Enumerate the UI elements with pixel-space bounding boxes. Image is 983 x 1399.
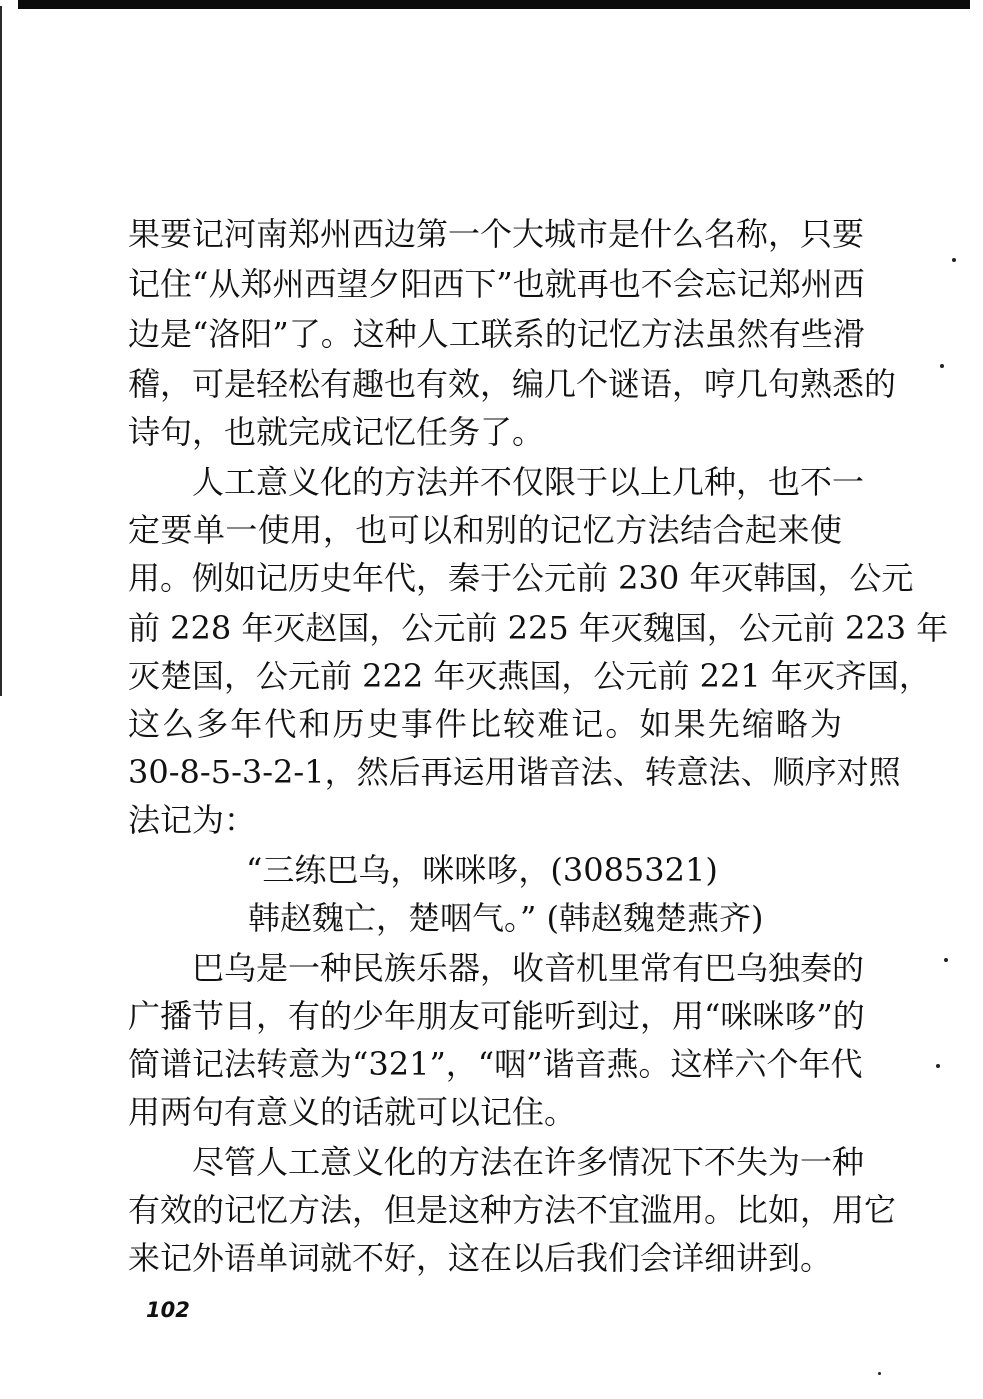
text-line: 用。例如记历史年代，秦于公元前 230 年灭韩国，公元: [128, 559, 914, 597]
text-line: 尽管人工意义化的方法在许多情况下不失为一种: [192, 1143, 865, 1181]
text-line: 用两句有意义的话就可以记住。: [128, 1093, 577, 1131]
text-line: 前 228 年灭赵国，公元前 225 年灭魏国，公元前 223 年: [128, 609, 949, 647]
scan-speck: [940, 364, 944, 368]
scan-speck: [952, 258, 956, 262]
text-line: 边是“洛阳”了。这种人工联系的记忆方法虽然有些滑: [128, 315, 865, 353]
text-line: 诗句，也就完成记忆任务了。: [128, 413, 545, 451]
text-line: 稽，可是轻松有趣也有效，编几个谜语，哼几句熟悉的: [128, 365, 897, 403]
left-page-edge: [0, 6, 2, 696]
top-border-rule: [18, 0, 970, 9]
quoted-mnemonic-line: “三练巴乌，咪咪哆，(3085321): [246, 851, 718, 889]
text-line: 人工意义化的方法并不仅限于以上几种，也不一: [192, 463, 865, 501]
scan-speck: [944, 958, 948, 962]
text-line: 30-8-5-3-2-1，然后再运用谐音法、转意法、顺序对照: [128, 753, 901, 791]
page-number: 102: [146, 1298, 190, 1322]
scan-speck: [878, 1372, 881, 1375]
text-line: 广播节目，有的少年朋友可能听到过，用“咪咪哆”的: [128, 997, 865, 1035]
quoted-mnemonic-line: 韩赵魏亡，楚咽气。” (韩赵魏楚燕齐): [248, 899, 764, 937]
text-line: 有效的记忆方法，但是这种方法不宜滥用。比如，用它: [128, 1191, 897, 1229]
text-line: 定要单一使用，也可以和别的记忆方法结合起来使: [128, 511, 842, 549]
text-line: 巴乌是一种民族乐器，收音机里常有巴乌独奏的: [192, 949, 865, 987]
text-line: 简谱记法转意为“321”，“咽”谐音燕。这样六个年代: [128, 1045, 863, 1083]
scan-speck: [936, 1064, 940, 1068]
text-line: 灭楚国，公元前 222 年灭燕国，公元前 221 年灭齐国，: [128, 657, 931, 695]
text-line: 记住“从郑州西望夕阳西下”也就再也不会忘记郑州西: [128, 265, 865, 303]
text-line: 法记为：: [128, 801, 257, 839]
text-line: 这么多年代和历史事件比较难记。如果先缩略为: [128, 705, 842, 743]
text-line: 果要记河南郑州西边第一个大城市是什么名称，只要: [128, 215, 865, 253]
text-line: 来记外语单词就不好，这在以后我们会详细讲到。: [128, 1239, 833, 1277]
